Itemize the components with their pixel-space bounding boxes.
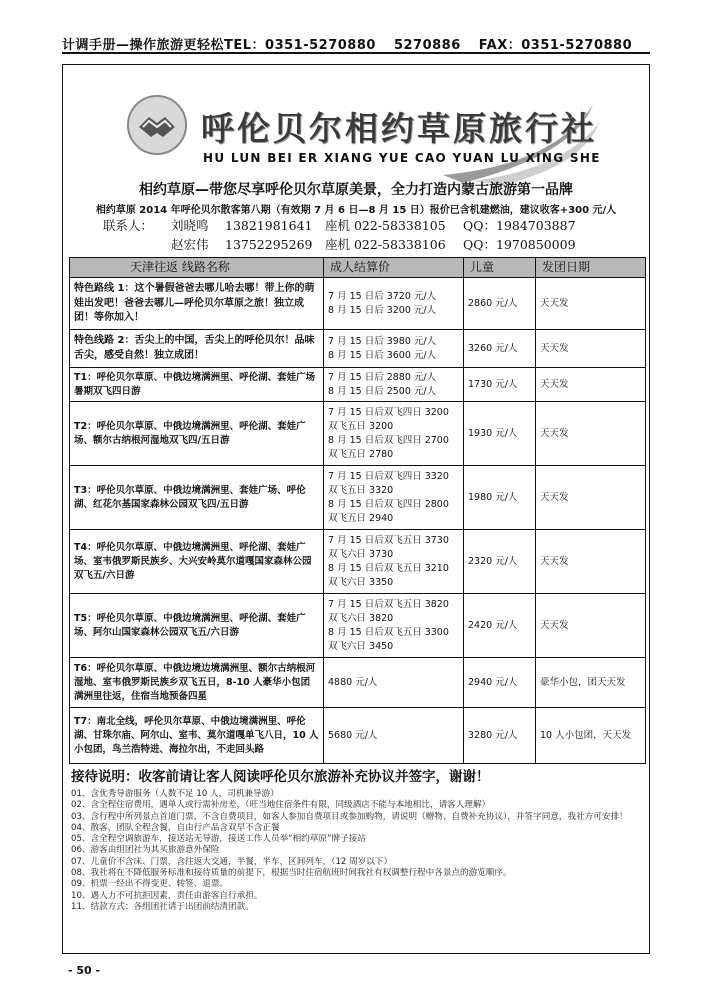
brochure-page	[62, 64, 650, 954]
table-header-row	[70, 258, 646, 278]
price-line: 8 月 15 日后 2500 元/人	[328, 385, 437, 397]
table-row	[70, 658, 646, 708]
list-item: 01、含优秀导游服务（人数不足 10 人，司机兼导游）	[71, 789, 279, 799]
table-row	[70, 466, 646, 530]
price-line: 双飞六日 3730	[328, 549, 394, 561]
price-line: 双飞五日 3200	[328, 421, 394, 433]
handshake-emblem-icon	[127, 95, 187, 155]
price-line: 7 月 15 日后双飞五日 3730	[328, 535, 449, 547]
price-line: 7 月 15 日后 3980 元/人	[328, 336, 437, 348]
schedule: 天天发	[536, 330, 646, 368]
price-line: 4880 元/人	[328, 677, 378, 688]
contact-label: 联系人：	[103, 218, 154, 233]
list-item: 06、游客由组团社为其买旅游意外保险	[71, 845, 220, 856]
price-line: 8 月 15 日后 3200 元/人	[328, 304, 437, 316]
adult-price	[324, 708, 464, 764]
header-child-price: 儿童	[464, 258, 536, 278]
child-price: 2320 元/人	[464, 530, 536, 594]
terms-section	[71, 765, 643, 913]
list-item: 07、儿童价不含床、门票，含往返大交通，半餐，半车，区间列车，（12 周岁以下）	[71, 856, 393, 867]
brand-title: 呼伦贝尔相约草原旅行社	[201, 109, 597, 148]
price-line: 7 月 15 日后 2880 元/人	[328, 372, 437, 384]
list-item: 02、含全程住宿费用，遇单人或行需补房差，（旺当地住宿条件有限，同级酒店不能与本地相比，请客人理解）	[71, 800, 491, 811]
list-item: 10、遇人力不可抗拒因素，责任由游客自行承担。	[71, 890, 263, 901]
adult-price	[324, 594, 464, 658]
contact-mobile: 13821981641	[225, 218, 313, 233]
route-name: 特色路线 1：这个暑假爸爸去哪儿哈去哪！带上你的萌娃出发吧！爸爸去哪儿—呼伦贝尔草原之旅！独立成团！等你加入！	[70, 278, 324, 330]
child-price: 1980 元/人	[464, 466, 536, 530]
route-name: T4：呼伦贝尔草原、中俄边境满洲里、呼伦湖、套娃广场、室韦俄罗斯民族乡、大兴安岭莫尔道嘎国家森林公园双飞五/六日游	[70, 530, 324, 594]
route-price-table	[69, 257, 646, 764]
route-name: T7：南北全线，呼伦贝尔草原、中俄边境满洲里、呼伦湖、甘珠尔庙、阿尔山、室韦、莫尔道嘎单飞八日，10 人小包团，鸟兰浩特进、海拉尔出，不走回头路	[70, 708, 324, 764]
schedule: 10 人小包团，天天发	[536, 708, 646, 764]
schedule: 天天发	[536, 594, 646, 658]
page-number: - 50 -	[68, 964, 101, 977]
list-item: 11、结款方式：各组团社请于出团前结清团款。	[71, 901, 254, 912]
page-header	[62, 34, 650, 53]
price-line: 双飞五日 3320	[328, 485, 394, 497]
price-line: 8 月 15 日后双飞四日 2700	[328, 434, 449, 446]
contact-landline: 座机 022-58338105	[325, 218, 446, 233]
contact-name: 赵宏伟	[171, 237, 209, 252]
route-name: T3：呼伦贝尔草原、中俄边境满洲里、套娃广场、呼伦湖、红花尔基国家森林公园双飞四/五日游	[70, 466, 324, 530]
contact-row-1	[103, 216, 576, 234]
price-line: 8 月 15 日后双飞五日 3300	[328, 626, 449, 638]
price-line: 双飞五日 2780	[328, 448, 394, 460]
list-item: 09、机票一经出不得变更、转签、退票。	[71, 879, 229, 890]
child-price: 2860 元/人	[464, 278, 536, 330]
header-route: 天津往返 线路名称	[70, 258, 324, 278]
list-item: 04、散客，团队全程含餐，自由行产品含双早不含正餐	[71, 822, 280, 833]
adult-price	[324, 530, 464, 594]
price-line: 8 月 15 日后双飞四日 2800	[328, 498, 449, 510]
header-tel2: 5270886	[393, 38, 461, 53]
header-tel: TEL：0351-5270880	[224, 38, 376, 53]
schedule: 天天发	[536, 466, 646, 530]
list-item: 08、我社将在不降低服务标准和接待质量的前提下，根据当时住宿航班时间我社有权调整行程中各景点的游览顺序。	[71, 868, 512, 879]
route-name: T2：呼伦贝尔草原、中俄边境满洲里、呼伦湖、套娃广场、额尔古纳根河湿地双飞四/五日游	[70, 402, 324, 466]
header-adult-price: 成人结算价	[324, 258, 464, 278]
adult-price	[324, 330, 464, 368]
price-line: 双飞五日 2940	[328, 512, 394, 524]
header-fax: FAX：0351-5270880	[478, 38, 633, 53]
logo-area	[63, 65, 649, 177]
adult-price	[324, 402, 464, 466]
price-notice: 相约草原 2014 年呼伦贝尔散客第八期（有效期 7 月 6 日—8 月 15 日）报价已含机建燃油，建议收客+300 元/人	[95, 205, 617, 216]
schedule: 天天发	[536, 402, 646, 466]
route-name: 特色线路 2：舌尖上的中国，舌尖上的呼伦贝尔！品味舌尖，感受自然！独立成团！	[70, 330, 324, 368]
schedule: 天天发	[536, 368, 646, 402]
list-item: 03、含行程中所列景点首道门票，不含自费项目，如客人参加自费项目或参加购物，请说明（赠物、自费补充协议），并签字同意，我社方可安排！	[71, 811, 628, 822]
adult-price	[324, 658, 464, 708]
child-price: 3280 元/人	[464, 708, 536, 764]
header-schedule: 发团日期	[536, 258, 646, 278]
table-row	[70, 594, 646, 658]
contact-qq: QQ：1970850009	[463, 237, 576, 252]
route-name: T6：呼伦贝尔草原、中俄边境边境满洲里、额尔古纳根河湿地、室韦俄罗斯民族乡双飞五日，8-10 人豪华小包团满洲里往返，住宿当地预备四星	[70, 658, 324, 708]
terms-list	[71, 789, 643, 913]
price-line: 8 月 15 日后双飞五日 3210	[328, 562, 449, 574]
price-line: 7 月 15 日后双飞四日 3200	[328, 407, 449, 419]
price-line: 7 月 15 日后 3720 元/人	[328, 291, 437, 303]
contact-landline: 座机 022-58338106	[325, 237, 446, 252]
price-line: 7 月 15 日后双飞五日 3820	[328, 599, 449, 611]
contact-mobile: 13752295269	[225, 237, 313, 252]
price-line: 双飞六日 3350	[328, 576, 394, 588]
contact-row-2	[171, 235, 576, 253]
table-row	[70, 330, 646, 368]
slogan: 相约草原—带您尽享呼伦贝尔草原美景，全力打造内蒙古旅游第一品牌	[139, 182, 573, 198]
table-row	[70, 278, 646, 330]
adult-price	[324, 278, 464, 330]
child-price: 3260 元/人	[464, 330, 536, 368]
child-price: 2420 元/人	[464, 594, 536, 658]
child-price: 2940 元/人	[464, 658, 536, 708]
table-row	[70, 708, 646, 764]
child-price: 1730 元/人	[464, 368, 536, 402]
table-row	[70, 402, 646, 466]
schedule: 天天发	[536, 278, 646, 330]
price-line: 8 月 15 日后 3600 元/人	[328, 349, 437, 361]
price-line: 双飞六日 3820	[328, 613, 394, 625]
route-name: T1：呼伦贝尔草原、中俄边境满洲里、呼伦湖、套娃广场暑期双飞四日游	[70, 368, 324, 402]
price-line: 双飞六日 3450	[328, 640, 394, 652]
brand-pinyin: HU LUN BEI ER XIANG YUE CAO YUAN LU XING SHE	[203, 151, 601, 165]
header-tagline: 计调手册—操作旅游更轻松	[62, 38, 225, 53]
price-line: 5680 元/人	[328, 730, 378, 741]
table-row	[70, 530, 646, 594]
adult-price	[324, 368, 464, 402]
schedule: 豪华小包，团天天发	[536, 658, 646, 708]
contact-qq: QQ：1984703887	[463, 218, 576, 233]
child-price: 1930 元/人	[464, 402, 536, 466]
contact-name: 刘晓鸣	[171, 218, 209, 233]
header-rule	[62, 52, 650, 54]
price-line: 7 月 15 日后双飞四日 3320	[328, 471, 449, 483]
terms-title: 接待说明：收客前请让客人阅读呼伦贝尔旅游补充协议并签字，谢谢！	[71, 769, 490, 785]
route-name: T5：呼伦贝尔草原、中俄边境满洲里、呼伦湖、套娃广场、阿尔山国家森林公园双飞五/六日游	[70, 594, 324, 658]
schedule: 天天发	[536, 530, 646, 594]
table-row	[70, 368, 646, 402]
adult-price	[324, 466, 464, 530]
list-item: 05、含全程空调旅游车，接送站无导游，接送工作人员举“相约草原”牌子接站	[71, 834, 366, 845]
